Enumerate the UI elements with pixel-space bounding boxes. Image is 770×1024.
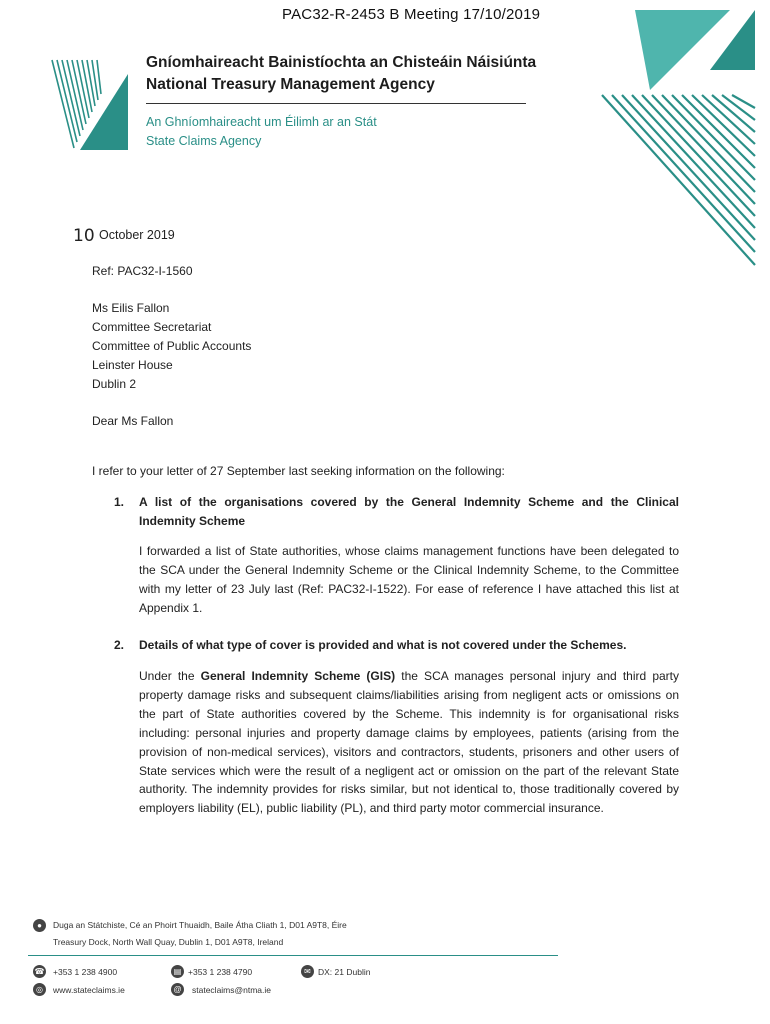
footer-email[interactable]: stateclaims@ntma.ie	[192, 985, 272, 995]
letter-date-day: 10	[73, 226, 95, 246]
location-icon: ●	[33, 919, 46, 932]
item-2-body-scheme-name: General Indemnity Scheme (GIS)	[200, 669, 396, 683]
item-1-body: I forwarded a list of State authorities, whose claims management functions have been delegated to the SCA under the General Indemnity Scheme or the Clinical Indemnity Scheme, to the Committee with my letter of 23 July last (Ref: PAC32-I-1522). For ease of reference I have attached this list at Appendix 1.	[139, 544, 679, 615]
address-line: Dublin 2	[92, 376, 137, 391]
item-1-number: 1.	[114, 495, 125, 509]
letter-reference: Ref: PAC32-I-1560	[92, 264, 193, 278]
item-2-heading: Details of what type of cover is provided and what is not covered under the Schemes.	[139, 638, 627, 652]
org-name-irish: Gníomhaireacht Bainistíochta an Chisteáin Náisiúnta	[146, 54, 537, 71]
address-line: Ms Eilis Fallon	[92, 301, 170, 315]
address-line: Committee of Public Accounts	[92, 338, 252, 353]
org-name-english: National Treasury Management Agency	[146, 76, 435, 93]
letter-date: October 2019	[99, 228, 175, 242]
footer-address-irish: Duga an Státchiste, Cé an Phoirt Thuaidh, Baile Átha Cliath 1, D01 A9T8, Éire	[53, 920, 347, 930]
recipient-address	[92, 299, 251, 394]
item-2-number: 2.	[114, 638, 125, 652]
footer-phone: +353 1 238 4900	[53, 967, 118, 977]
address-line: Leinster House	[92, 357, 173, 372]
item-2-body-prefix: Under the	[139, 669, 201, 683]
agency-name-irish: An Ghníomhaireacht um Éilimh ar an Stát	[146, 115, 377, 129]
phone-icon: ☎	[34, 967, 45, 976]
footer-divider	[28, 955, 558, 956]
ntma-logo-icon	[44, 52, 130, 152]
footer-fax: +353 1 238 4790	[188, 967, 253, 977]
intro-paragraph: I refer to your letter of 27 September last seeking information on the following:	[92, 464, 505, 478]
web-icon: ◎	[33, 983, 46, 996]
footer-dx: DX: 21 Dublin	[318, 967, 371, 977]
footer-website[interactable]: www.stateclaims.ie	[53, 985, 125, 995]
agency-name-english: State Claims Agency	[146, 134, 262, 148]
item-2-body-rest: the SCA manages personal injury and third party property damage risks and subsequent claims/liabilities arising from negligent acts or omissions on the part of State authorities covered by the Scheme. This indemnity is for organisational risks including: personal injuries and property damage claims by employees, patients (arising from the provision of non-medical services), visitors and contractors, students, prisoners and other users of State services which were the result of a negligent act or omission on the part of the relevant State authority. The indemnity provides for risks similar, but not identical to, those traditionally covered by employers liability (EL), public liability (PL), and third party motor commercial insurance.	[139, 669, 679, 816]
address-line: Committee Secretariat	[92, 319, 212, 334]
footer-address-english: Treasury Dock, North Wall Quay, Dublin 1, D01 A9T8, Ireland	[53, 937, 284, 947]
header-divider	[146, 103, 526, 104]
salutation: Dear Ms Fallon	[92, 414, 174, 428]
meeting-reference-stamp: PAC32-R-2453 B Meeting 17/10/2019	[282, 6, 541, 23]
item-1-heading: A list of the organisations covered by the General Indemnity Scheme and the Clinical Indemnity Scheme	[139, 495, 679, 528]
email-icon: @	[171, 983, 184, 996]
fax-icon: ▤	[171, 965, 184, 978]
item-2-body	[139, 667, 679, 818]
decorative-triangles-graphic	[540, 0, 770, 280]
dx-icon: ✉	[301, 965, 314, 978]
